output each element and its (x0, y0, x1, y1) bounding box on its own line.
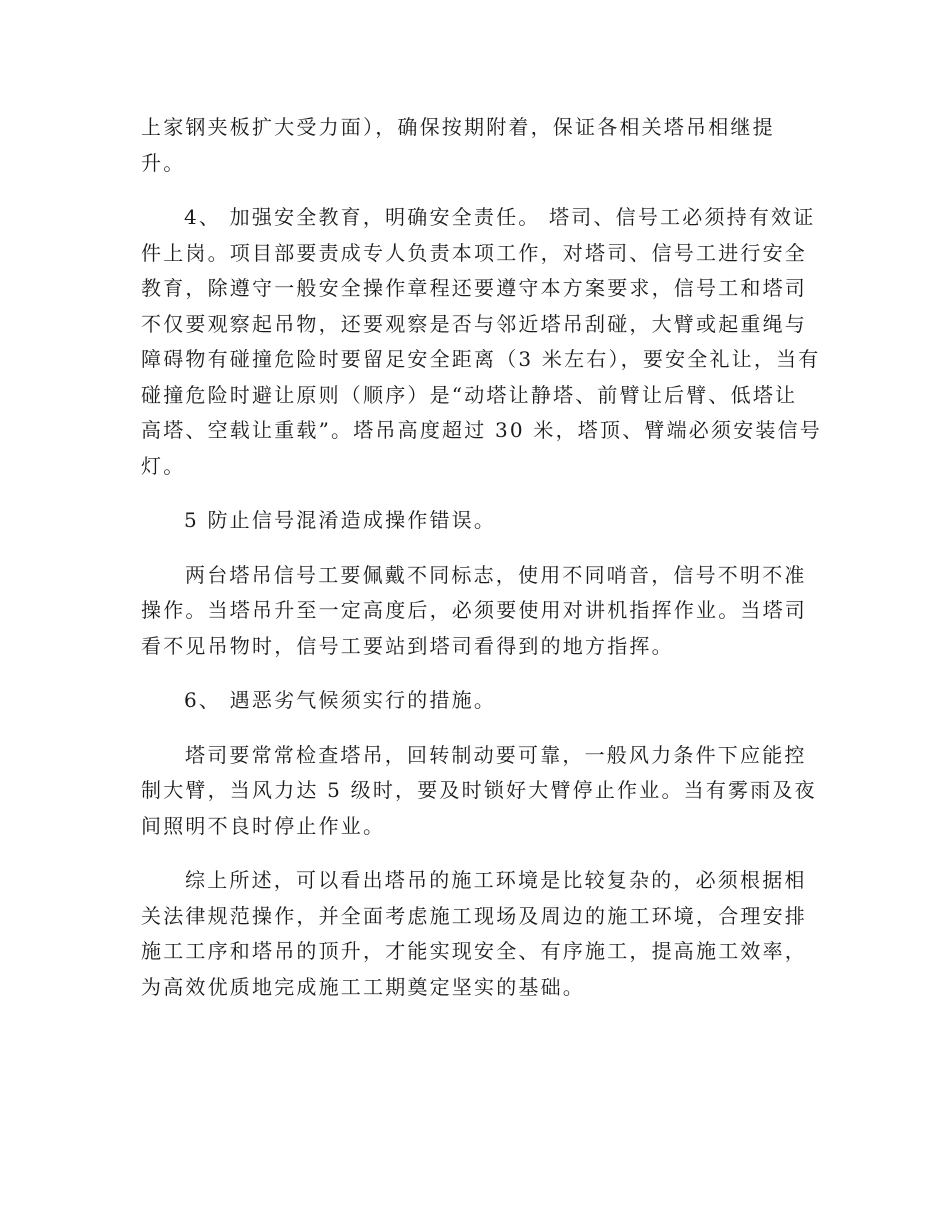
text-line: 施工工序和塔吊的顶升，才能实现安全、有序施工，提高施工效率， (141, 939, 807, 963)
text-line: 上家钢夹板扩大受力面），确保按期附着，保证各相关塔吊相继提 (141, 115, 775, 139)
text-line: 间照明不良时停止作业。 (141, 813, 386, 838)
heading-bad-weather (141, 683, 811, 719)
text-line: 升。 (141, 150, 186, 175)
text-line: 件上岗。项目部要责成专人负责本项工作，对塔司、信号工进行安全 (141, 240, 807, 265)
paragraph-safety-education (141, 200, 822, 484)
paragraph-crane-inspection (141, 738, 817, 845)
text-line: 碰撞危险时避让原则（顺序）是“动塔让静塔、前臂让后臂、低塔让 (141, 382, 798, 407)
text-line: 看不见吊物时，信号工要站到塔司看得到的地方指挥。 (141, 633, 674, 658)
document-page (141, 110, 822, 1024)
text-line: 关法律规范操作，并全面考虑施工现场及周边的施工环境，合理安排 (141, 903, 807, 928)
text-line: 教育，除遵守一般安全操作章程还要遵守本方案要求，信号工和塔司 (141, 276, 807, 300)
text-line: 两台塔吊信号工要佩戴不同标志，使用不同哨音，信号不明不准 (185, 562, 807, 587)
text-line: 操作。当塔吊升至一定高度后，必须要使用对讲机指挥作业。当塔司 (141, 598, 807, 622)
paragraph-tower-crane-lift (141, 110, 811, 181)
text-line: 4、 加强安全教育，明确安全责任。 塔司、信号工必须持有效证 (184, 205, 816, 229)
text-line: 灯。 (141, 453, 186, 478)
text-line: 制大臂，当风力达 5 级时，要及时锁好大臂停止作业。当有雾雨及夜 (141, 778, 817, 802)
text-line: 5 防止信号混淆造成操作错误。 (184, 508, 497, 532)
text-line: 塔司要常常检查塔吊，回转制动要可靠，一般风力条件下应能控 (185, 742, 807, 767)
text-line: 不仅要观察起吊物，还要观察是否与邻近塔吊刮碰，大臂或起重绳与 (141, 311, 807, 336)
text-line: 6、 遇恶劣气候须实行的措施。 (184, 688, 497, 712)
heading-signal-confusion (141, 503, 811, 539)
text-line: 综上所述，可以看出塔吊的施工环境是比较复杂的，必须根据相 (185, 868, 807, 892)
paragraph-signal-workers (141, 558, 811, 665)
text-line: 高塔、空载让重载”。塔吊高度超过 30 米，塔顶、臂端必须安装信号 (141, 418, 822, 442)
text-line: 障碍物有碰撞危险时要留足安全距离（3 米左右），要安全礼让，当有 (141, 347, 821, 371)
text-line: 为高效优质地完成施工工期奠定坚实的基础。 (141, 974, 585, 999)
paragraph-conclusion (141, 863, 811, 1005)
